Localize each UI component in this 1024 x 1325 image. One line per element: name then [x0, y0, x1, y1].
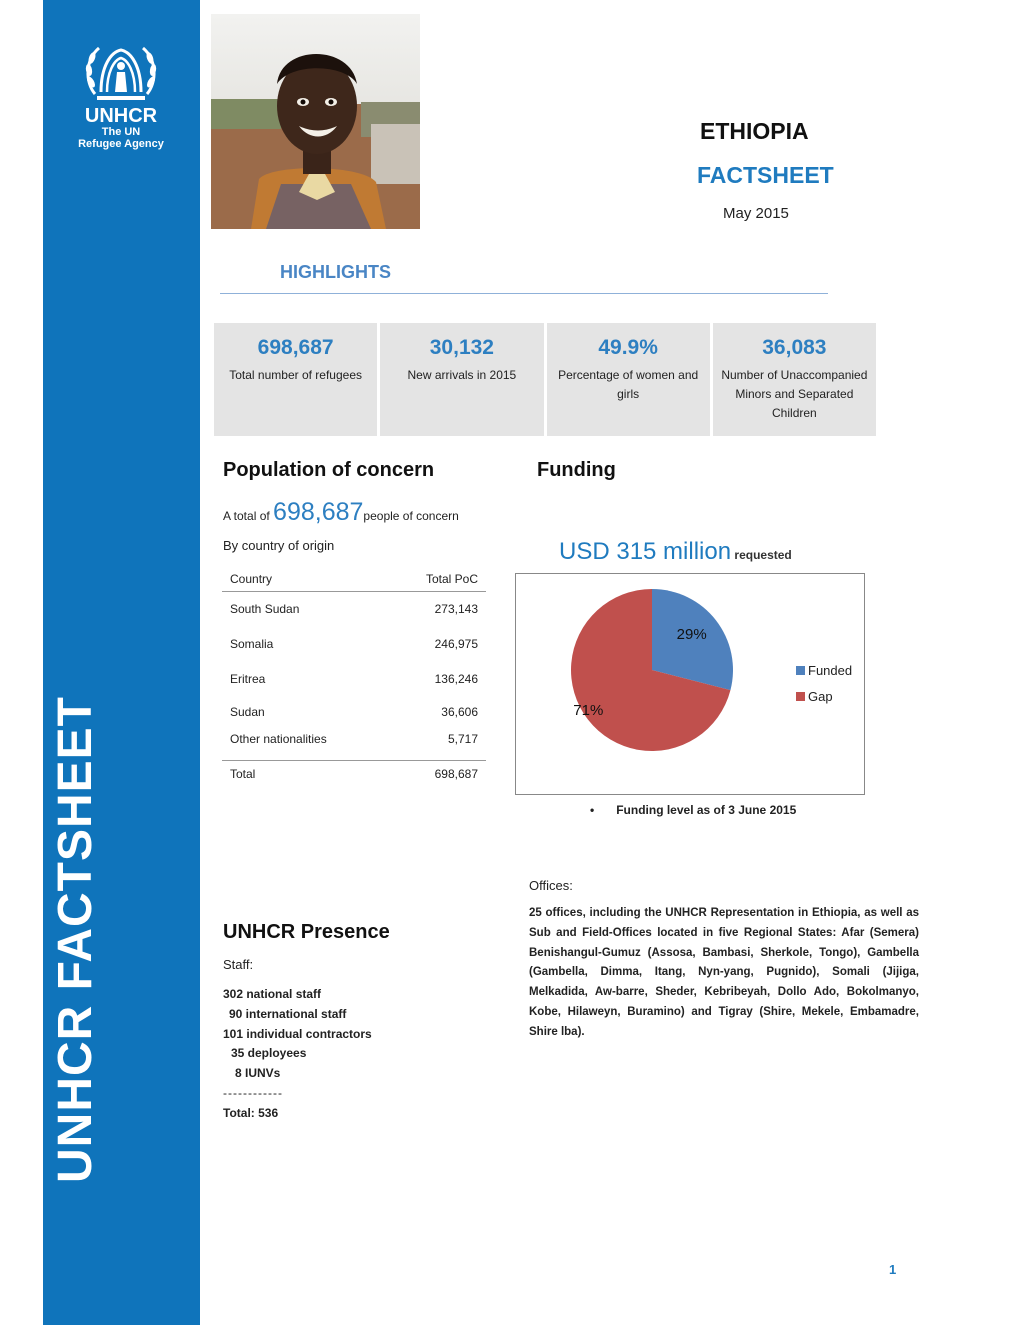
stat-label: Number of Unaccompanied Minors and Separated Children — [721, 368, 868, 420]
cell-total: 5,717 — [447, 732, 478, 746]
population-total-value: 698,687 — [273, 498, 364, 526]
staff-list — [223, 985, 372, 1124]
staff-divider: ------------ — [223, 1085, 283, 1100]
table-row — [222, 661, 486, 696]
unhcr-logo — [71, 42, 171, 150]
stat-value: 36,083 — [762, 336, 827, 359]
page-number: 1 — [889, 1262, 897, 1277]
pie-value-label: 71% — [573, 701, 604, 719]
issue-date: May 2015 — [723, 205, 789, 222]
stat-value: 698,687 — [257, 336, 334, 359]
funding-amount-suffix: requested — [731, 548, 792, 562]
offices-text: 25 offices, including the UNHCR Representation in Ethiopia, as well as Sub and Field-Offices located in five Regional States: Afar (Semera) Benishangul-Gumuz (Assosa, Bambasi, Sherkole, Tongo), Gambella (Gambella, Dimma, Itang, Nyn-yang, Pugnido), Somali (Jijiga, Melkadida, Aw-barre, Sheder, Kebribeyah, Dollo Ado, Bokolmanyo, Kobe, Hilaweyn, Buramino) and Tigray (Shire, Mekele, Embamadre, Shire lba). — [529, 907, 919, 1038]
table-header-row — [222, 566, 486, 592]
stat-card — [547, 323, 710, 436]
country-title: ETHIOPIA — [700, 118, 809, 144]
staff-line: 101 individual contractors — [223, 1026, 372, 1041]
population-subtitle: By country of origin — [223, 538, 335, 553]
legend-swatch — [796, 666, 805, 675]
highlights-divider — [220, 293, 828, 294]
col-header-country: Country — [230, 571, 273, 586]
population-total-prefix: A total of — [223, 509, 274, 523]
cell-total-label: Total — [230, 766, 256, 781]
cell-total-sum: 698,687 — [434, 766, 478, 781]
staff-line: 302 national staff — [223, 987, 322, 1001]
funding-amount-value: USD 315 million — [559, 538, 732, 565]
population-total-line — [223, 498, 459, 527]
logo-sub-line1: The UN — [101, 126, 141, 138]
stat-value: 30,132 — [429, 336, 494, 359]
factsheet-title: FACTSHEET — [697, 162, 834, 188]
logo-brand: UNHCR — [84, 105, 158, 127]
cell-country: Sudan — [230, 705, 265, 719]
staff-total: Total: 536 — [223, 1105, 279, 1120]
logo-sub-line2: Refugee Agency — [78, 138, 164, 150]
cell-total: 36,606 — [441, 705, 478, 719]
cell-country: Somalia — [230, 636, 274, 651]
legend-swatch — [796, 692, 805, 701]
table-row — [222, 592, 486, 626]
population-table — [222, 566, 486, 786]
legend-label: Funded — [808, 663, 853, 678]
table-total-row — [222, 760, 486, 786]
vertical-title: UNHCR FACTSHEET — [49, 695, 102, 1183]
stat-card — [214, 323, 377, 436]
stat-card — [380, 323, 543, 436]
cell-total: 136,246 — [434, 671, 478, 686]
presence-heading: UNHCR Presence — [223, 921, 390, 943]
funding-pie-chart — [516, 574, 864, 794]
funding-note — [590, 803, 796, 817]
population-total-suffix: people of concern — [363, 509, 459, 523]
stat-label: Total number of refugees — [229, 368, 362, 382]
staff-line: 8 IUNVs — [235, 1066, 281, 1081]
funding-chart — [515, 573, 865, 795]
highlights-stats — [214, 323, 876, 436]
stat-label: New arrivals in 2015 — [407, 368, 517, 382]
highlights-heading: HIGHLIGHTS — [280, 262, 391, 282]
funding-heading: Funding — [537, 459, 616, 481]
cell-country: Other nationalities — [230, 732, 327, 746]
stat-card — [713, 323, 876, 436]
bullet-icon: • — [590, 803, 595, 817]
table-row — [222, 626, 486, 661]
child-photo-image — [211, 14, 420, 229]
pie-value-label: 29% — [676, 626, 707, 644]
cell-country: Eritrea — [230, 671, 266, 686]
table-row — [222, 696, 486, 728]
cell-total: 246,975 — [434, 636, 478, 651]
legend-label: Gap — [808, 689, 833, 704]
funding-amount — [559, 538, 792, 566]
stat-value: 49.9% — [598, 336, 658, 359]
population-heading: Population of concern — [223, 459, 435, 481]
unhcr-emblem-icon — [81, 42, 161, 104]
offices-label: Offices: — [529, 878, 573, 893]
staff-line: 35 deployees — [231, 1046, 307, 1061]
cover-photo — [211, 14, 420, 229]
cell-total: 273,143 — [434, 602, 478, 616]
staff-line: 90 international staff — [229, 1006, 347, 1021]
col-header-total: Total PoC — [425, 571, 478, 586]
cell-country: South Sudan — [230, 602, 300, 616]
stat-label: Percentage of women and girls — [558, 368, 699, 401]
staff-label: Staff: — [223, 957, 254, 972]
funding-note-text: Funding level as of 3 June 2015 — [616, 803, 797, 817]
table-row — [222, 728, 486, 750]
